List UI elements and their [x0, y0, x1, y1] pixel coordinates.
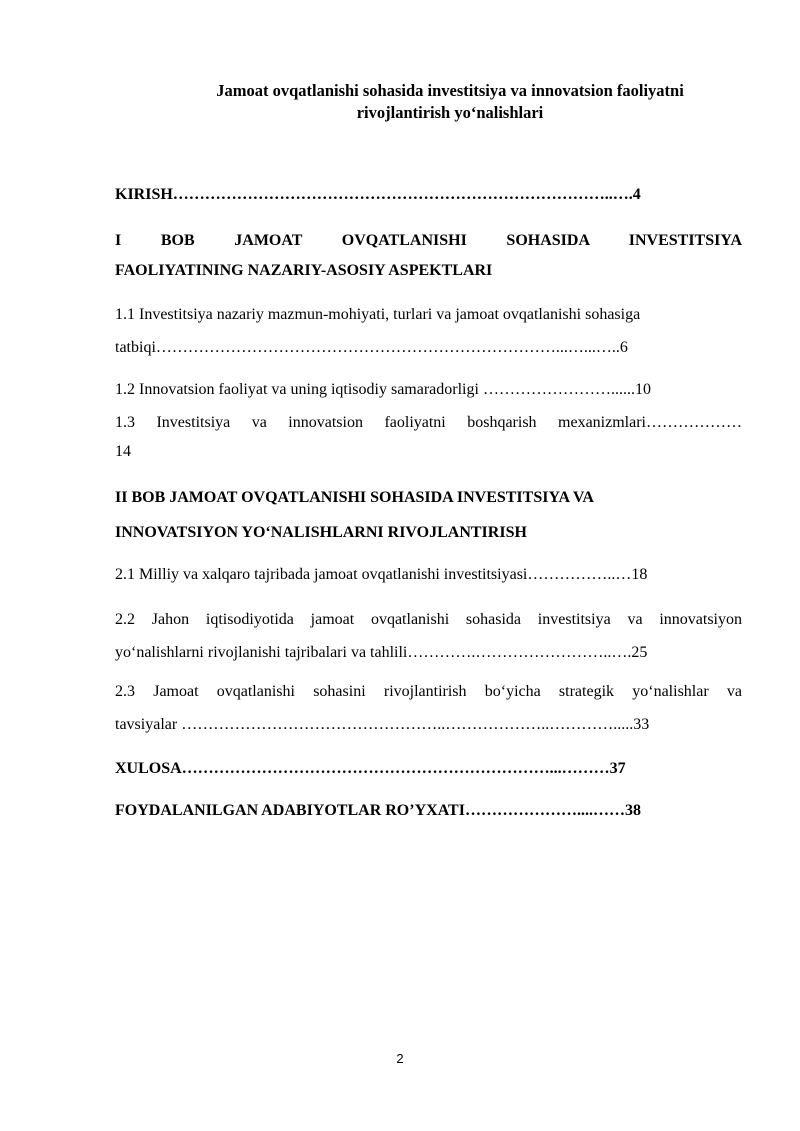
toc-2-2-line-2: yo‘nalishlarni rivojlanishi tajribalari va tahlili………….……………………..….25	[115, 644, 648, 661]
toc-chapter-2-line-1: II BOB JAMOAT OVQATLANISHI SOHASIDA INVESTITSIYA VA	[115, 489, 594, 506]
toc-xulosa-text: XULOSA……………………………………………………………...………37	[115, 760, 626, 777]
toc-entry-1-1[interactable]	[115, 302, 742, 360]
toc-2-3-line-1: 2.3 Jamoat ovqatlanishi sohasini rivojlantirish bo‘yicha strategik yo‘nalishlar va	[115, 683, 742, 700]
toc-1-1-line-1: 1.1 Investitsiya nazariy mazmun-mohiyati, turlari va jamoat ovqatlanishi sohasiga	[115, 306, 641, 323]
toc-2-1-text: 2.1 Milliy va xalqaro tajribada jamoat ovqatlanishi investitsiyasi……………..…18	[115, 566, 648, 583]
toc-entry-kirish[interactable]	[115, 182, 641, 207]
toc-entry-chapter-1[interactable]	[115, 228, 742, 283]
toc-entry-2-3[interactable]	[115, 679, 742, 737]
page-number: 2	[396, 1051, 404, 1066]
toc-entry-1-2[interactable]	[115, 377, 742, 402]
toc-2-2-line-1: 2.2 Jahon iqtisodiyotida jamoat ovqatlanishi sohasida investitsiya va innovatsiyon	[115, 611, 742, 628]
toc-entry-2-1[interactable]	[115, 562, 742, 587]
toc-1-2-text: 1.2 Innovatsion faoliyat va uning iqtisodiy samaradorligi ……………………......10	[115, 381, 651, 398]
title-line-2: rivojlantirish yo‘nalishlari	[356, 103, 544, 122]
toc-1-3-line-2: 14	[115, 443, 131, 460]
toc-entry-1-3[interactable]	[115, 410, 742, 464]
toc-entry-foydalanilgan[interactable]	[115, 798, 742, 823]
toc-kirish-text: KIRISH………………………………………………………………………..….4	[115, 186, 641, 203]
toc-chapter-2-line-2: INNOVATSIYON YO‘NALISHLARNI RIVOJLANTIRISH	[115, 524, 527, 541]
toc-entry-2-2[interactable]	[115, 607, 742, 665]
title-line-1: Jamoat ovqatlanishi sohasida investitsiya va innovatsion faoliyatni	[216, 81, 684, 100]
toc-1-1-line-2: tatbiqi…………………………………………………………………...…...…..6	[115, 339, 628, 356]
toc-entry-chapter-2[interactable]	[115, 485, 742, 545]
toc-1-3-line-1: 1.3 Investitsiya va innovatsion faoliyatni boshqarish mexanizmlari………………	[115, 414, 742, 431]
toc-foydalanilgan-text: FOYDALANILGAN ADABIYOTLAR RO’YXATI…………………....……38	[115, 802, 641, 819]
toc-chapter-1-line-1: I BOB JAMOAT OVQATLANISHI SOHASIDA INVESTITSIYA	[115, 232, 742, 249]
document-title	[150, 80, 750, 124]
toc-entry-xulosa[interactable]	[115, 756, 742, 781]
toc-2-3-line-2: tavsiyalar …………………………………………..………………..………….....33	[115, 716, 650, 733]
toc-chapter-1-line-2: FAOLIYATINING NAZARIY-ASOSIY ASPEKTLARI	[115, 262, 493, 279]
